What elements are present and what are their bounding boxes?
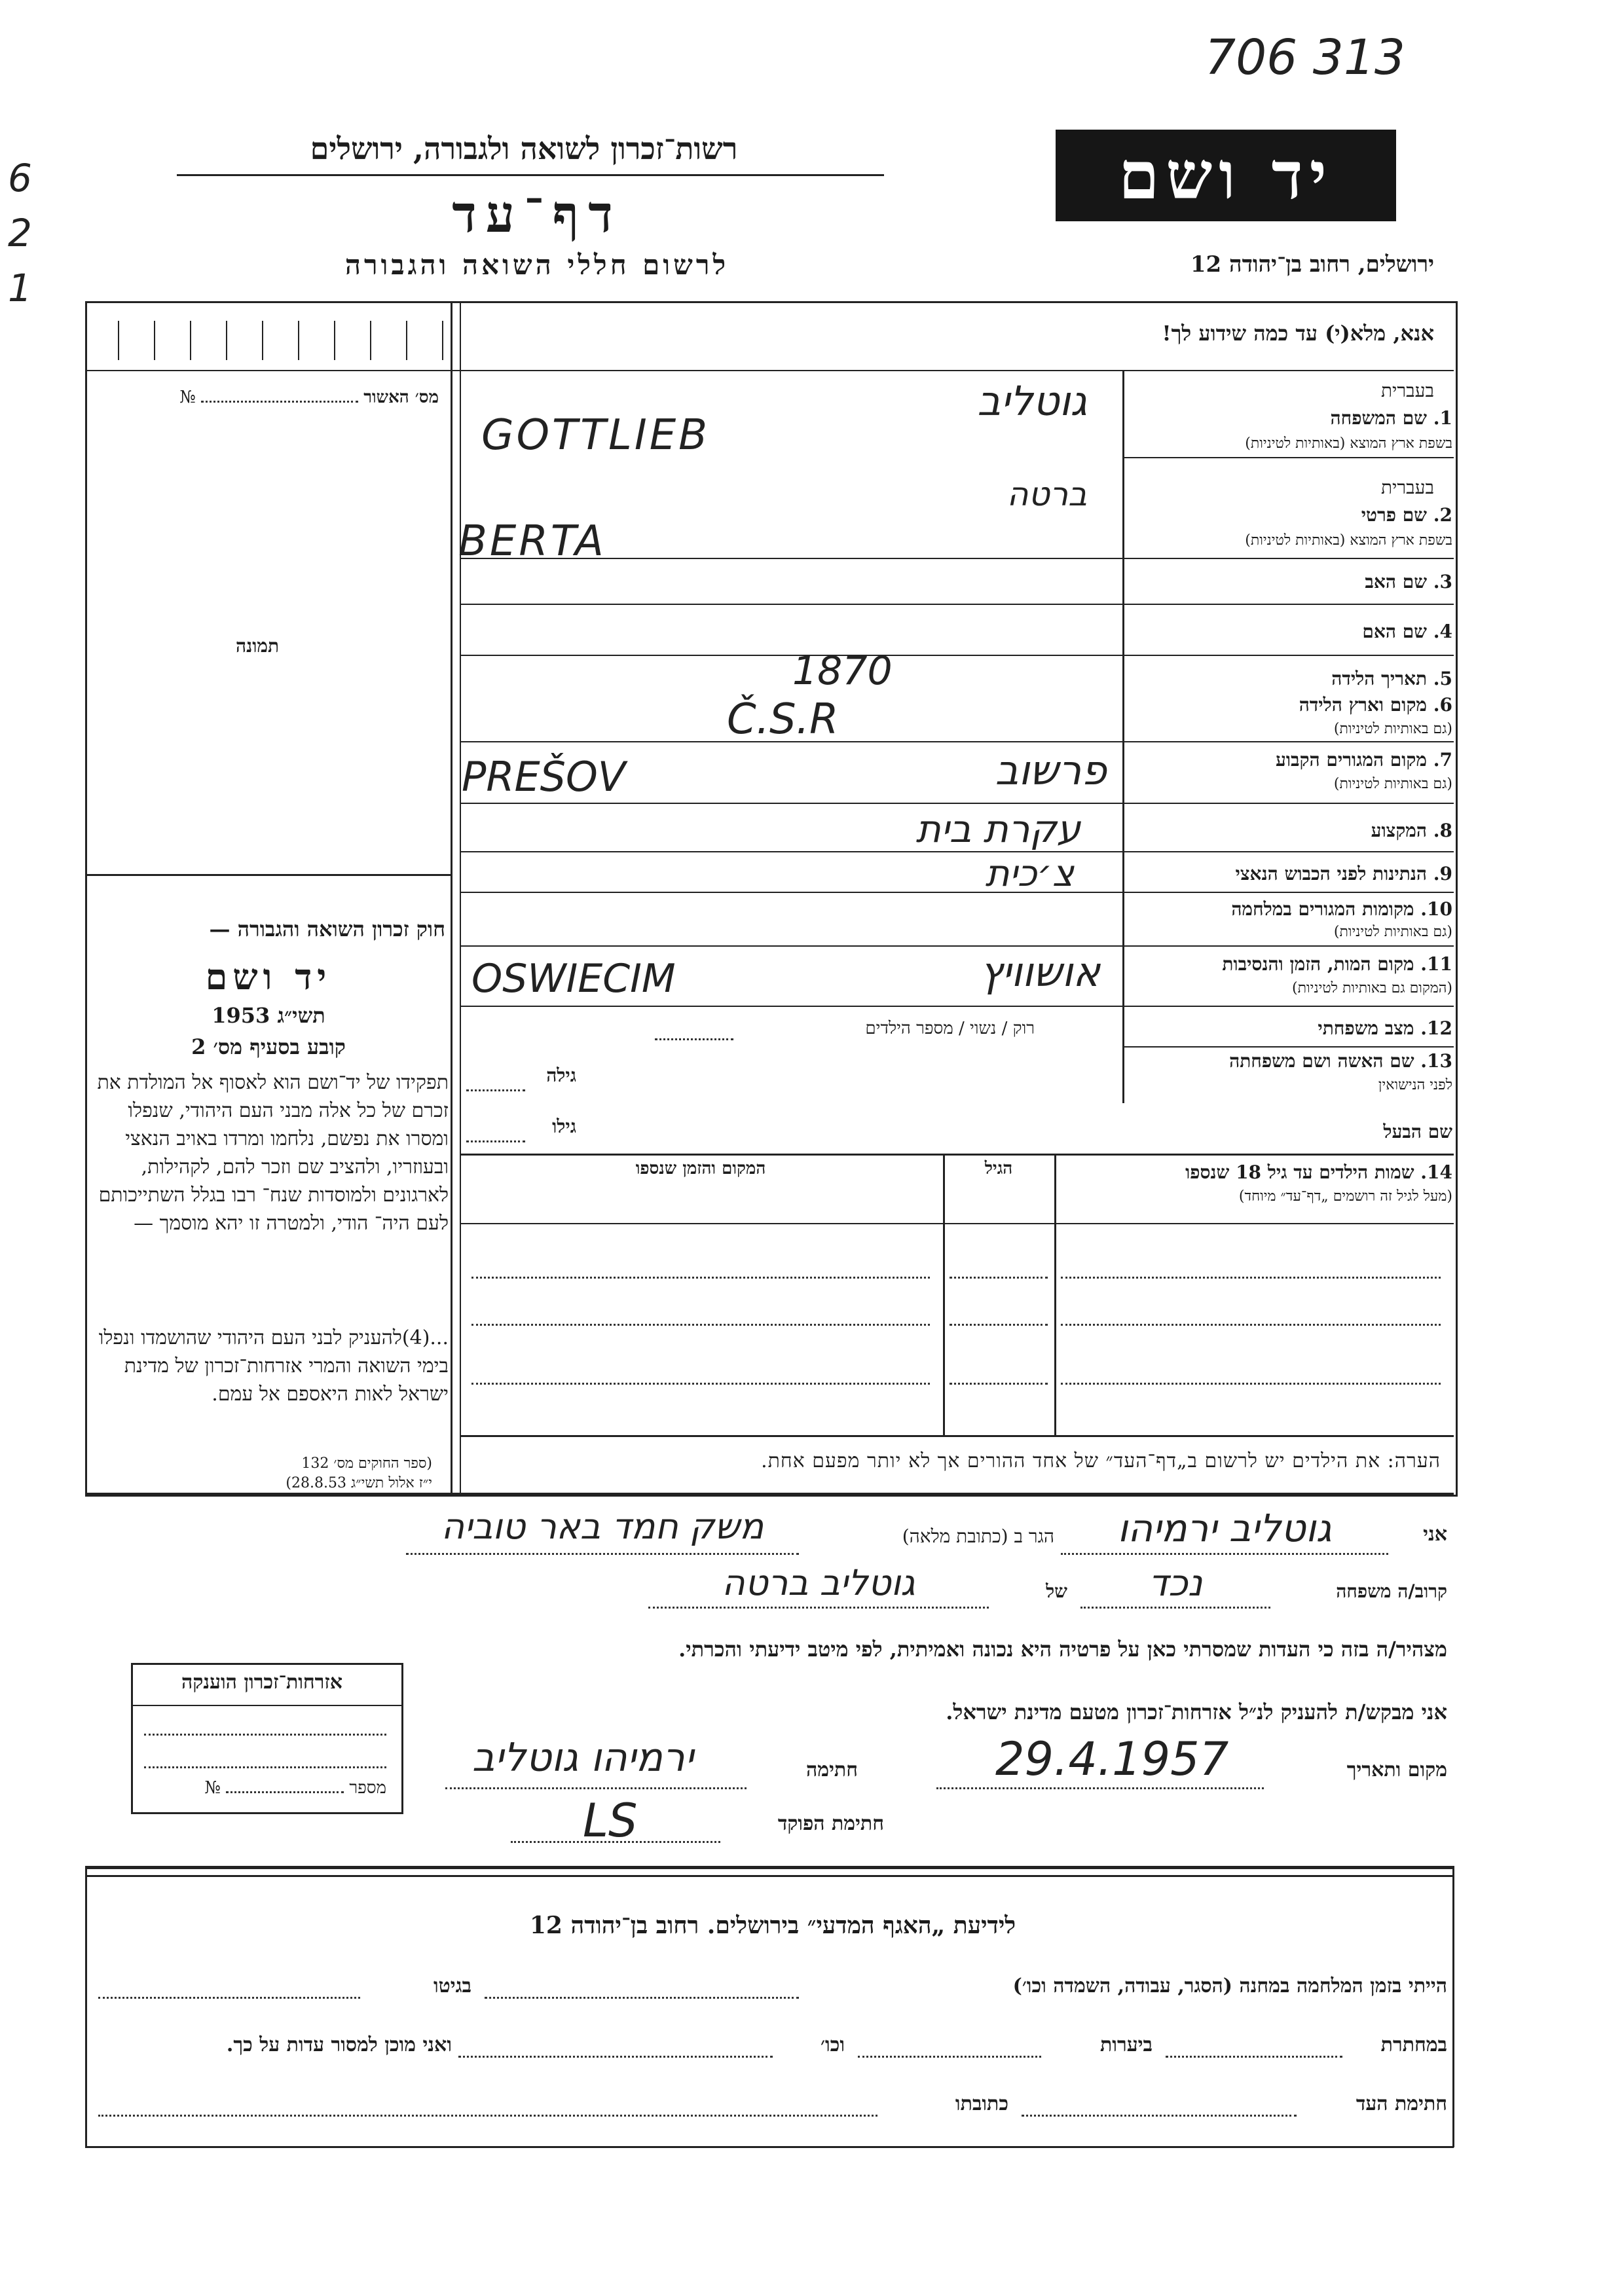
bottom-address-label: כתובתו bbox=[955, 2092, 1008, 2115]
of-name: גוטליב ברטה bbox=[722, 1562, 915, 1603]
declarant-i-label: אני bbox=[1423, 1523, 1447, 1546]
birth-place: Č.S.R bbox=[727, 695, 839, 744]
yad-vashem-logo bbox=[1056, 130, 1396, 221]
photo-label: תמונה bbox=[236, 635, 280, 657]
law-text: תפקידו של יד־ושם הוא לאסוף אל המולדת את זכרם של כל אלה מבני העם היהודי, שנפלו ומסרו את נפשם, נלחמו ומרדו באויב הנאצי ובעוזריו, ולהציב שם וזכר להם, לקהילות, לארגונים ולמוסדות שנח־ רבו בגלל השתייכותם לעם היה־ הודי, ולמטרה זו יהא מוסמך — bbox=[97, 1071, 449, 1235]
f2-sub: בשפת ארץ המוצא (באותיות לטיניות) bbox=[1245, 532, 1452, 549]
request-text: אני מבקש/ת להעניק לנ״ל אזרחות־זכרון מטעם מדינת ישראל. bbox=[946, 1700, 1447, 1724]
approval-prefix: № bbox=[179, 388, 196, 407]
f10-label: 10. מקומות המגורים במלחמה bbox=[1231, 898, 1452, 920]
f5-label: 5. תאריך הלידה bbox=[1331, 668, 1452, 689]
signature-label: חתימה bbox=[806, 1758, 858, 1781]
instruction: אנא, מלא(י) עד כמה שידוע לך! bbox=[1162, 321, 1434, 346]
form-purpose: לרשום חללי השואה והגבורה bbox=[344, 249, 729, 281]
relation-value: נכד bbox=[1148, 1562, 1203, 1605]
declaration-text: מצהיר/ה בזה כי העדות שמסרתי כאן על פרטיה היא נכונה ואמיתית, לפי מיטב ידיעתי והכרתי. bbox=[678, 1637, 1447, 1662]
citizenship-number-blank bbox=[226, 1791, 344, 1793]
header-address: ירושלים, רחוב בן־יהודה 12 bbox=[1190, 251, 1434, 278]
date-value: 29.4.1957 bbox=[995, 1732, 1229, 1786]
approval-number bbox=[111, 388, 439, 407]
children-note: הערה: את הילדים יש לרשום ב„דף־העד״ של אחד ההורים אך לא יותר מפעם אחת. bbox=[761, 1449, 1441, 1472]
f1-label bbox=[1331, 407, 1452, 429]
f8-label: 8. המקצוע bbox=[1371, 820, 1452, 841]
bottom-forest-label: ביערות bbox=[1099, 2033, 1153, 2056]
officer-label: חתימת הפוקד bbox=[777, 1812, 884, 1835]
law-name: יד ושם bbox=[205, 956, 332, 998]
f3-label: 3. שם האב bbox=[1365, 571, 1452, 592]
f7-label: 7. מקום המגורים הקבוע bbox=[1276, 749, 1452, 771]
officer-signature: LS bbox=[583, 1794, 638, 1848]
residence-hebrew: פרשוב bbox=[995, 746, 1107, 794]
f6-label: 6. מקום וארץ הלידה bbox=[1299, 694, 1452, 716]
f2-text: שם פרטי bbox=[1361, 504, 1428, 526]
law-section: קובע בסעיף מס׳ 2 bbox=[191, 1034, 346, 1059]
death-place-hebrew: אושוויץ bbox=[980, 948, 1100, 996]
bottom-heading: לידיעת „האגף המדעי״ בירושלים. רחוב בן־יהודה 12 bbox=[529, 1912, 1016, 1939]
address-label: הגר ב (כתובת מלאה) bbox=[902, 1525, 1054, 1547]
surname-latin: GOTTLIEB bbox=[481, 411, 710, 460]
f14-sub: (מעל לגיל זה רושמים „דף־עד״ מיוחד) bbox=[1238, 1188, 1452, 1205]
law-ref-1: (ספר החוקים מס׳ 132 bbox=[301, 1455, 432, 1472]
citizenship-title: אזרחות־זכרון הוענקה bbox=[181, 1671, 343, 1694]
of-label: של bbox=[1046, 1580, 1067, 1602]
form-title: דף־עד bbox=[452, 185, 622, 244]
col-age: הגיל bbox=[984, 1159, 1013, 1178]
signature-value: ירמיהו גוטליב bbox=[471, 1735, 694, 1781]
relative-label: קרוב/ה משפחה bbox=[1336, 1580, 1447, 1602]
profession-value: עקרת בית bbox=[915, 807, 1080, 851]
approval-blank bbox=[201, 401, 358, 403]
law-text-2: ...(4)להעניק לבני העם היהודי שהושמדו ונפלו בימי השואה והמרי אזרחות־זכרון של מדינת ישראל לאות היאספם אל עמם. bbox=[98, 1326, 449, 1406]
f10-sub: (גם באותיות לטיניות) bbox=[1333, 924, 1452, 940]
f1-hebrew-label: בעברית bbox=[1380, 380, 1434, 401]
given-latin: BERTA bbox=[458, 517, 606, 566]
residence-latin: PREŠOV bbox=[462, 753, 626, 801]
citizenship-number-label: מספר bbox=[349, 1778, 386, 1798]
declarant-address: משק חמד באר טוביה bbox=[441, 1506, 764, 1547]
bottom-etc-label: וכו׳ bbox=[821, 2033, 845, 2056]
birth-year: 1870 bbox=[792, 648, 893, 694]
margin-marks: 6 21 bbox=[8, 156, 32, 310]
f1-text: שם המשפחה bbox=[1330, 407, 1428, 429]
bottom-testimony-text: ואני מוכן למסור עדות על כך. bbox=[226, 2033, 452, 2056]
law-year: תשי״ג 1953 bbox=[212, 1003, 325, 1028]
declarant-name: גוטליב ירמיהו bbox=[1117, 1506, 1332, 1550]
husband-label: שם הבעל bbox=[1383, 1121, 1452, 1142]
bottom-camp-label: הייתי בזמן המלחמה במחנה (הסגר, עבודה, השמדה וכו׳) bbox=[1012, 1975, 1447, 1997]
marital-options: רוק / נשוי / מספר הילדים bbox=[865, 1019, 1035, 1038]
col-place: המקום והזמן שנספו bbox=[635, 1159, 766, 1178]
f1-num: 1. bbox=[1433, 407, 1452, 429]
bottom-underground-label: במחתרת bbox=[1380, 2033, 1447, 2056]
f11-label: 11. מקום המות, הזמן והנסיבות bbox=[1222, 953, 1452, 975]
death-place-latin: OSWIECIM bbox=[471, 956, 676, 1002]
f13-label: 13. שם האשה ושם משפחתה bbox=[1229, 1050, 1452, 1072]
f2-hebrew-label: בעברית bbox=[1380, 477, 1434, 498]
f1-sub: בשפת ארץ המוצא (באותיות לטיניות) bbox=[1245, 435, 1452, 452]
approval-label: מס׳ האשור bbox=[363, 388, 439, 407]
f6-sub: (גם באותיות לטיניות) bbox=[1333, 721, 1452, 737]
f2-label bbox=[1361, 504, 1452, 526]
authority-title: רשות־זכרון לשואה ולגבורה, ירושלים bbox=[310, 131, 738, 166]
surname-hebrew: גוטליב bbox=[977, 377, 1087, 425]
bottom-ghetto-label: בגיטו bbox=[433, 1975, 471, 1997]
f4-label: 4. שם האם bbox=[1362, 621, 1452, 642]
f13-sub: לפני הנישואין bbox=[1378, 1077, 1452, 1093]
wife-age-label: גילה bbox=[546, 1065, 576, 1086]
citizenship-number-prefix: № bbox=[204, 1778, 221, 1798]
citizenship-number bbox=[144, 1778, 386, 1798]
f9-label: 9. הנתינות לפני הכבוש הנאצי bbox=[1235, 863, 1452, 884]
law-heading: חוק זכרון השואה והגבורה — bbox=[209, 917, 445, 941]
law-ref-2: י״ז אלול תשי״ג 28.8.53) bbox=[286, 1475, 432, 1491]
f12-label: 12. מצב משפחתי bbox=[1318, 1017, 1452, 1039]
nationality-value: צ׳כית bbox=[985, 852, 1074, 895]
given-hebrew: ברטה bbox=[1006, 475, 1087, 513]
archive-number: 706 313 bbox=[1205, 29, 1406, 86]
husband-age-label: גילו bbox=[552, 1116, 576, 1137]
f2-num: 2. bbox=[1433, 504, 1452, 526]
f7-sub: (גם באותיות לטיניות) bbox=[1333, 776, 1452, 792]
f14-label: 14. שמות הילדים עד גיל 18 שנספו bbox=[1185, 1161, 1452, 1183]
f11-sub: (המקום גם באותיות לטיניות) bbox=[1292, 980, 1452, 996]
place-date-label: מקום ותאריך bbox=[1346, 1758, 1447, 1781]
bottom-witness-sig-label: חתימת העד bbox=[1356, 2092, 1447, 2115]
logo-text: יד ושם bbox=[1118, 137, 1333, 214]
